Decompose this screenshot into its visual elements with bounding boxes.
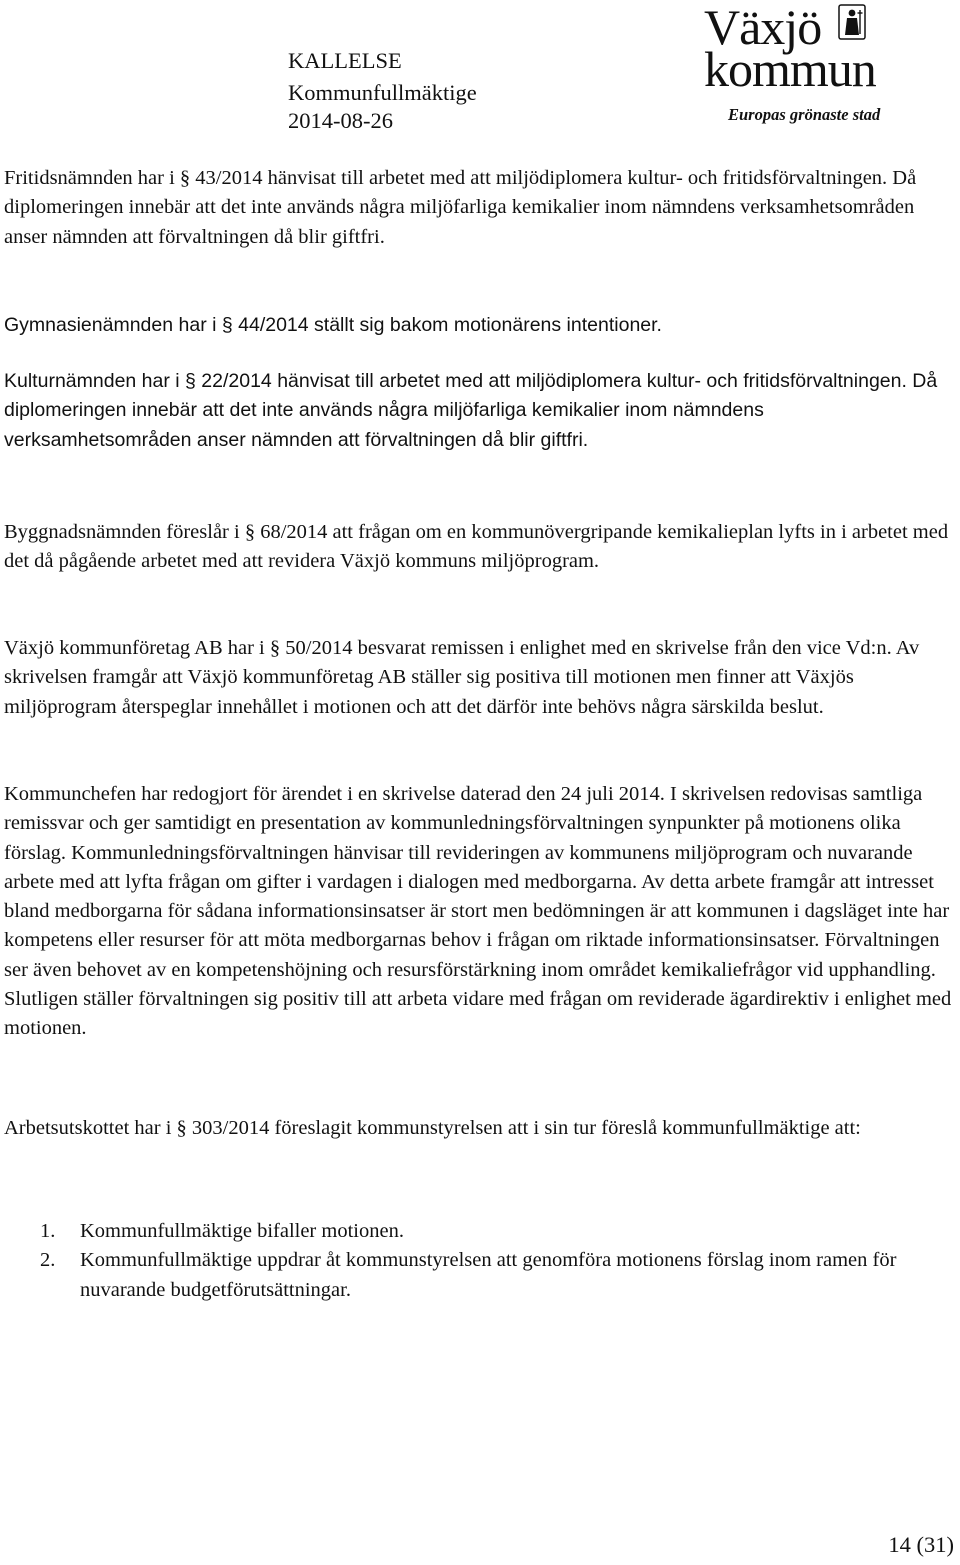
logo-word-kommun: kommun xyxy=(704,41,876,97)
page-number: 14 (31) xyxy=(888,1532,954,1557)
paragraph-kommunchefen: Kommunchefen har redogjort för ärendet i en skrivelse daterad den 24 juli 2014. I skrivelsen redovisas samtliga remissvar och ger samtidigt en presentation av kommunledningsförvaltningen synpunkter på motionens olika förslag. Kommunledningsförvaltningen hänvisar till revideringen av kommunens miljöprogram och nuvarande arbete med att lyfta frågan om gifter i vardagen i dialogen med medborgarna. Av detta arbete framgår att intresset bland medborgarna för sådana informationsinsatser är stort men bedömningen är att kommunen i dagsläget inte har kompetens eller resurser för att möta medborgarnas behov i frågan om riktade informationsinsatser. Förvaltningen ser även behovet av en kompetenshöjning och resursförstärkning inom området kemikaliefrågor vid upphandling. Slutligen ställer förvaltningen sig positiv till att arbeta vidare med frågan om reviderade ägardirektiv i enlighet med motionen. xyxy=(4,783,952,1040)
list-item xyxy=(4,1217,956,1246)
paragraph-kommunforetag: Växjö kommunföretag AB har i § 50/2014 besvarat remissen i enlighet med en skrivelse från den vice Vd:n. Av skrivelsen framgår att Växjö kommunföretag AB ställer sig positiva till motionen men finner att Växjös miljöprogram återspeglar innehållet i motionen och att det därför inte behövs några särskilda beslut. xyxy=(4,637,920,718)
paragraph-kulturnamnden: Kulturnämnden har i § 22/2014 hänvisat till arbetet med att miljödiplomera kultur- och fritidsförvaltningen. Då diplomeringen innebär att det inte används några miljöfarliga kemikalier inom nämndens verksamhetsområden anser nämnden att förvaltningen då blir giftfri. xyxy=(4,370,938,451)
vaxjo-kommun-logo xyxy=(698,2,956,130)
page-header xyxy=(0,0,960,135)
paragraph-gymnasienamnden: Gymnasienämnden har i § 44/2014 ställt sig bakom motionärens intentioner. xyxy=(4,314,662,336)
logo-word-vaxjo: Växjö xyxy=(704,0,822,55)
list-item xyxy=(4,1246,956,1305)
assembly-name: Kommunfullmäktige xyxy=(288,80,477,105)
paragraph-byggnadsnamnden: Byggnadsnämnden föreslår i § 68/2014 att frågan om en kommunövergripande kemikalieplan lyfts in i arbetet med det då pågående arbetet med att revidera Växjö kommuns miljöprogram. xyxy=(4,521,949,573)
paragraph-arbetsutskottet: Arbetsutskottet har i § 303/2014 föreslagit kommunstyrelsen att i sin tur föreslå kommunfullmäktige att: xyxy=(4,1117,861,1139)
crest-icon xyxy=(838,4,866,42)
list-item-number: 2. xyxy=(40,1249,56,1272)
logo-tagline: Europas grönaste stad xyxy=(728,105,881,124)
document-type: KALLELSE xyxy=(288,48,402,73)
meeting-date: 2014-08-26 xyxy=(288,108,393,133)
list-item-text: Kommunfullmäktige bifaller motionen. xyxy=(80,1220,404,1242)
list-item-number: 1. xyxy=(40,1220,56,1242)
paragraph-fritidsnamnden: Fritidsnämnden har i § 43/2014 hänvisat till arbetet med att miljödiplomera kultur- och fritidsförvaltningen. Då diplomeringen innebär att det inte används några miljöfarliga kemikalier inom nämndens verksamhetsområden anser nämnden att förvaltningen då blir giftfri. xyxy=(4,167,917,248)
proposal-list xyxy=(4,1217,956,1305)
list-item-text: Kommunfullmäktige uppdrar åt kommunstyrelsen att genomföra motionens förslag inom ramen för nuvarande budgetförutsättningar. xyxy=(80,1249,897,1301)
